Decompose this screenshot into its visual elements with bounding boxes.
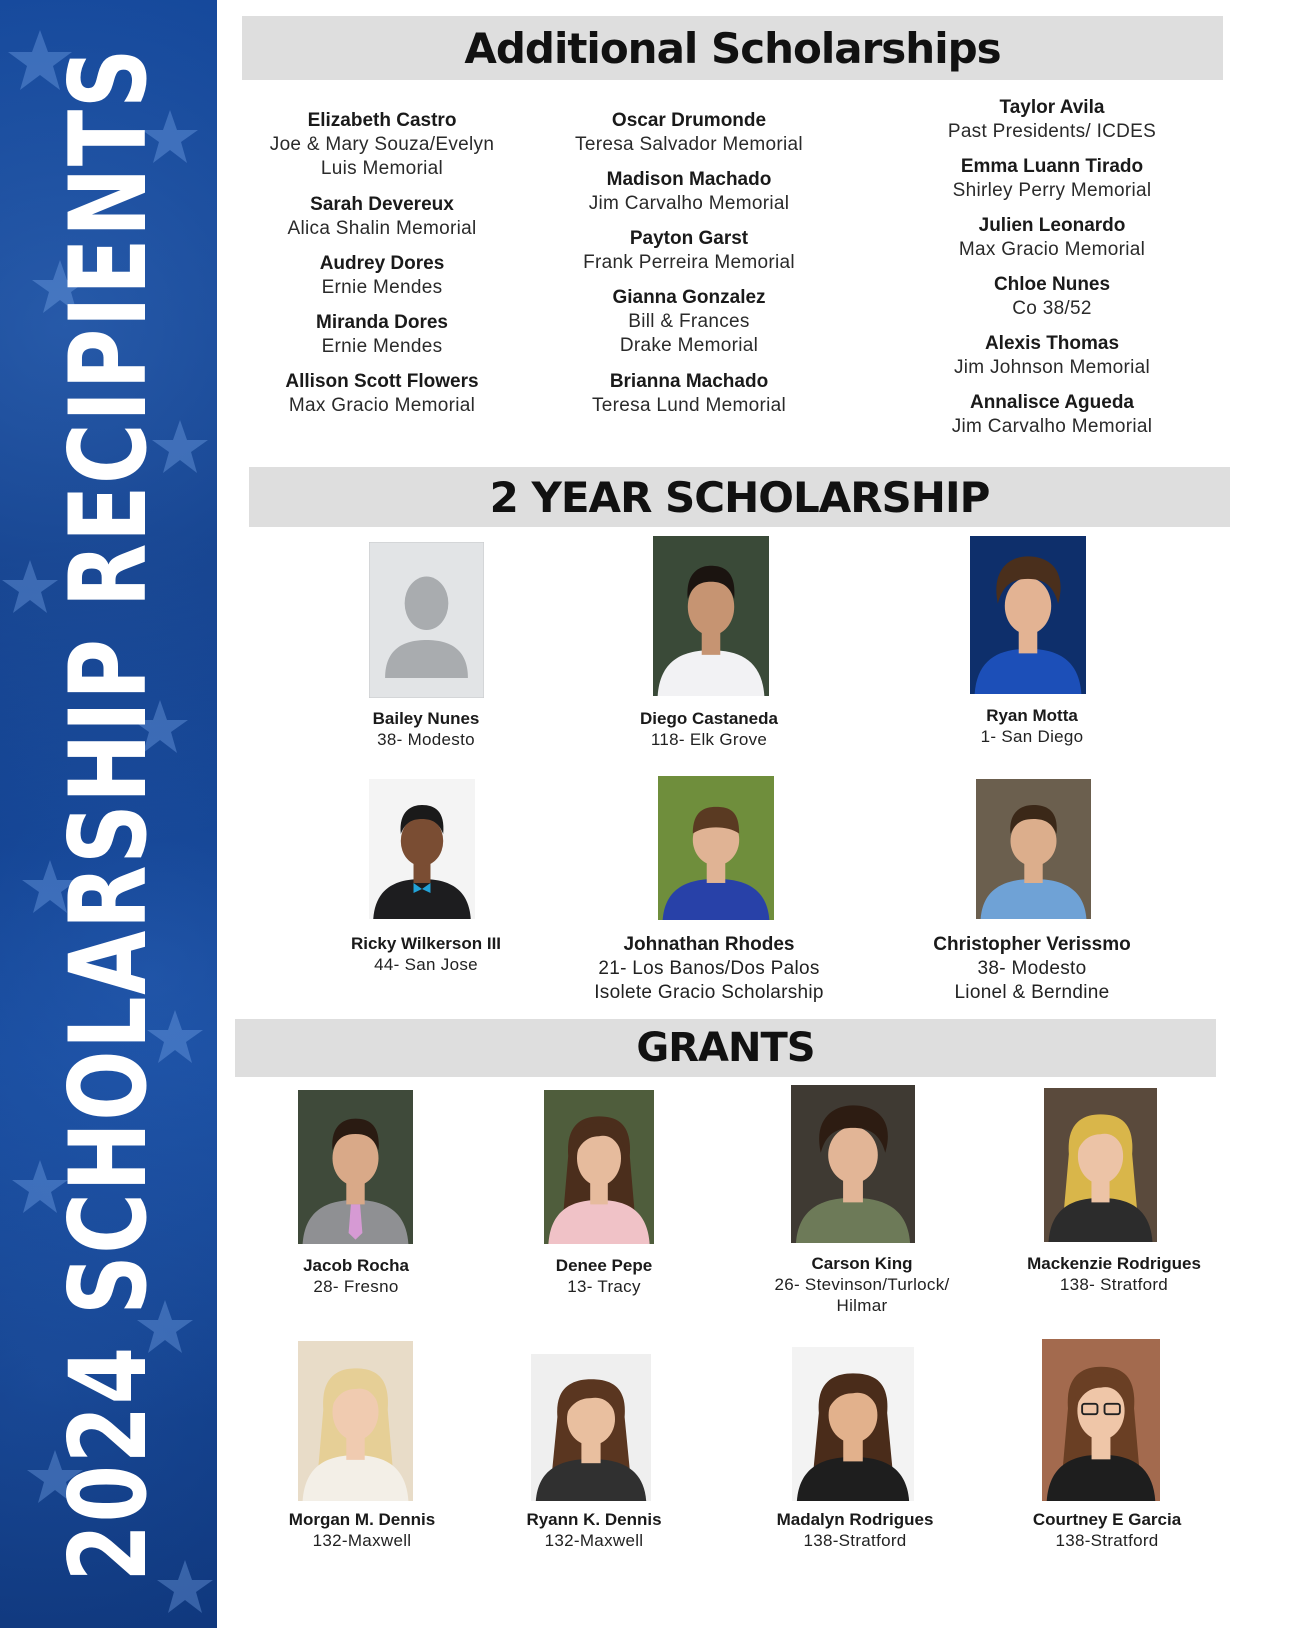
- recipient-name: Ryann K. Dennis: [526, 1510, 662, 1529]
- scholarship-detail: Max Gracio Memorial: [958, 239, 1146, 260]
- recipient-caption: [882, 933, 1182, 1005]
- scholarship-detail: Past Presidents/ ICDES: [947, 121, 1157, 142]
- recipient-photo: [653, 536, 769, 696]
- scholarship-detail: Alica Shalin Memorial: [287, 218, 477, 239]
- scholarship-detail: Bill & Frances: [628, 311, 750, 332]
- scholarship-entry: [539, 227, 839, 275]
- recipient-photo: [1044, 1088, 1157, 1242]
- recipient-detail: 38- Modesto: [377, 730, 475, 749]
- scholarship-detail: Jim Carvalho Memorial: [588, 193, 790, 214]
- scholarship-detail: Jim Carvalho Memorial: [951, 416, 1153, 437]
- recipient-photo: [1042, 1339, 1160, 1501]
- recipient-photo: [970, 536, 1086, 694]
- scholarship-entry: [539, 286, 839, 358]
- recipient-name: Chloe Nunes: [993, 274, 1111, 295]
- recipient-name: Miranda Dores: [316, 312, 448, 333]
- scholarship-detail: Drake Memorial: [619, 335, 759, 356]
- recipient-photo: [369, 779, 475, 919]
- page-title-vertical: 2024 SCHOLARSHIP RECIPIENTS: [46, 46, 170, 1582]
- recipient-caption: [559, 708, 859, 750]
- recipient-detail: 138-Stratford: [1055, 1531, 1159, 1550]
- recipient-detail: 21- Los Banos/Dos Palos: [598, 958, 820, 979]
- recipient-name: Christopher Verissmo: [933, 934, 1131, 955]
- recipient-photo: [531, 1354, 651, 1501]
- recipient-name: Courtney E Garcia: [1032, 1510, 1182, 1529]
- scholarship-detail: Teresa Salvador Memorial: [575, 134, 803, 155]
- scholarship-detail: Ernie Mendes: [321, 277, 443, 298]
- recipient-name: Madison Machado: [606, 169, 772, 190]
- recipient-name: Alexis Thomas: [984, 333, 1120, 354]
- scholarship-detail: Frank Perreira Memorial: [583, 252, 795, 273]
- recipient-caption: [276, 933, 576, 975]
- recipient-detail: Lionel & Berndine: [954, 982, 1110, 1003]
- scholarship-detail: Teresa Lund Memorial: [592, 395, 786, 416]
- scholarship-detail: Max Gracio Memorial: [288, 395, 476, 416]
- two-year-heading: 2 YEAR SCHOLARSHIP: [489, 472, 990, 522]
- section-header-additional: [242, 16, 1223, 80]
- recipient-name: Audrey Dores: [319, 253, 445, 274]
- recipient-name: Carson King: [811, 1254, 913, 1273]
- scholarship-entry: [232, 193, 532, 241]
- recipient-name: Ricky Wilkerson III: [350, 934, 502, 953]
- scholarship-detail: Shirley Perry Memorial: [952, 180, 1152, 201]
- scholarship-entry: [902, 214, 1202, 262]
- scholarship-detail: Luis Memorial: [320, 158, 444, 179]
- grants-heading: GRANTS: [636, 1025, 815, 1071]
- recipient-detail: 132-Maxwell: [544, 1531, 644, 1550]
- recipient-name: Elizabeth Castro: [307, 110, 457, 131]
- scholarship-detail: Joe & Mary Souza/Evelyn: [269, 134, 495, 155]
- recipient-detail: 138- Stratford: [1059, 1275, 1169, 1294]
- recipient-photo: [791, 1085, 915, 1243]
- recipient-detail: 28- Fresno: [313, 1277, 399, 1296]
- recipient-name: Morgan M. Dennis: [288, 1510, 436, 1529]
- recipient-name: Johnathan Rhodes: [623, 934, 795, 955]
- recipient-name: Julien Leonardo: [978, 215, 1126, 236]
- recipient-caption: [454, 1255, 754, 1297]
- recipient-name: Ryan Motta: [986, 706, 1078, 725]
- recipient-caption: [882, 705, 1182, 747]
- recipient-detail: 118- Elk Grove: [650, 730, 768, 749]
- section-header-grants: [235, 1019, 1216, 1077]
- recipient-photo: [658, 776, 774, 920]
- scholarship-entry: [539, 370, 839, 418]
- recipient-name: Emma Luann Tirado: [960, 156, 1144, 177]
- scholarship-entry: [902, 155, 1202, 203]
- recipient-detail: 1- San Diego: [980, 727, 1084, 746]
- scholarship-detail: Co 38/52: [1012, 298, 1092, 319]
- recipient-photo: [976, 779, 1091, 919]
- recipient-caption: [444, 1509, 744, 1551]
- recipient-detail: 38- Modesto: [977, 958, 1087, 979]
- recipient-name: Oscar Drumonde: [611, 110, 767, 131]
- recipient-photo: [544, 1090, 654, 1244]
- recipient-photo: [298, 1090, 413, 1244]
- recipient-caption: [957, 1509, 1257, 1551]
- scholarship-entry: [902, 332, 1202, 380]
- scholarship-detail: Ernie Mendes: [321, 336, 443, 357]
- recipient-name: Mackenzie Rodrigues: [1027, 1254, 1201, 1273]
- scholarship-entry: [539, 168, 839, 216]
- scholarship-entry: [539, 109, 839, 157]
- recipient-photo: [369, 542, 484, 698]
- recipient-name: Taylor Avila: [999, 97, 1105, 118]
- section-header-two-year: [249, 467, 1230, 527]
- scholarship-entry: [232, 109, 532, 181]
- recipient-detail: Hilmar: [836, 1296, 888, 1315]
- additional-heading: Additional Scholarships: [464, 23, 1001, 73]
- recipient-photo: [298, 1341, 413, 1501]
- scholarship-entry: [902, 391, 1202, 439]
- recipient-photo: [792, 1347, 914, 1501]
- scholarship-entry: [232, 252, 532, 300]
- recipient-detail: Isolete Gracio Scholarship: [594, 982, 824, 1003]
- recipient-name: Bailey Nunes: [372, 709, 480, 728]
- recipient-name: Madalyn Rodrigues: [776, 1510, 934, 1529]
- scholarship-entry: [232, 370, 532, 418]
- scholarship-detail: Jim Johnson Memorial: [953, 357, 1151, 378]
- recipient-detail: 13- Tracy: [567, 1277, 641, 1296]
- scholarship-entry: [232, 311, 532, 359]
- recipient-name: Denee Pepe: [555, 1256, 653, 1275]
- recipient-name: Brianna Machado: [609, 371, 769, 392]
- recipient-name: Annalisce Agueda: [969, 392, 1134, 413]
- recipient-name: Gianna Gonzalez: [612, 287, 766, 308]
- recipient-name: Payton Garst: [629, 228, 749, 249]
- recipient-caption: [559, 933, 859, 1005]
- recipient-detail: 44- San Jose: [374, 955, 478, 974]
- recipient-name: Jacob Rocha: [303, 1256, 409, 1275]
- sidebar-banner: [0, 0, 217, 1628]
- recipient-detail: 138-Stratford: [803, 1531, 907, 1550]
- recipient-caption: [276, 708, 576, 750]
- recipient-detail: 26- Stevinson/Turlock/: [774, 1275, 950, 1294]
- recipient-name: Sarah Devereux: [310, 194, 454, 215]
- recipient-name: Diego Castaneda: [640, 709, 778, 728]
- recipient-name: Allison Scott Flowers: [285, 371, 479, 392]
- recipient-detail: 132-Maxwell: [312, 1531, 412, 1550]
- recipient-caption: [964, 1253, 1264, 1295]
- scholarship-entry: [902, 273, 1202, 321]
- scholarship-entry: [902, 96, 1202, 144]
